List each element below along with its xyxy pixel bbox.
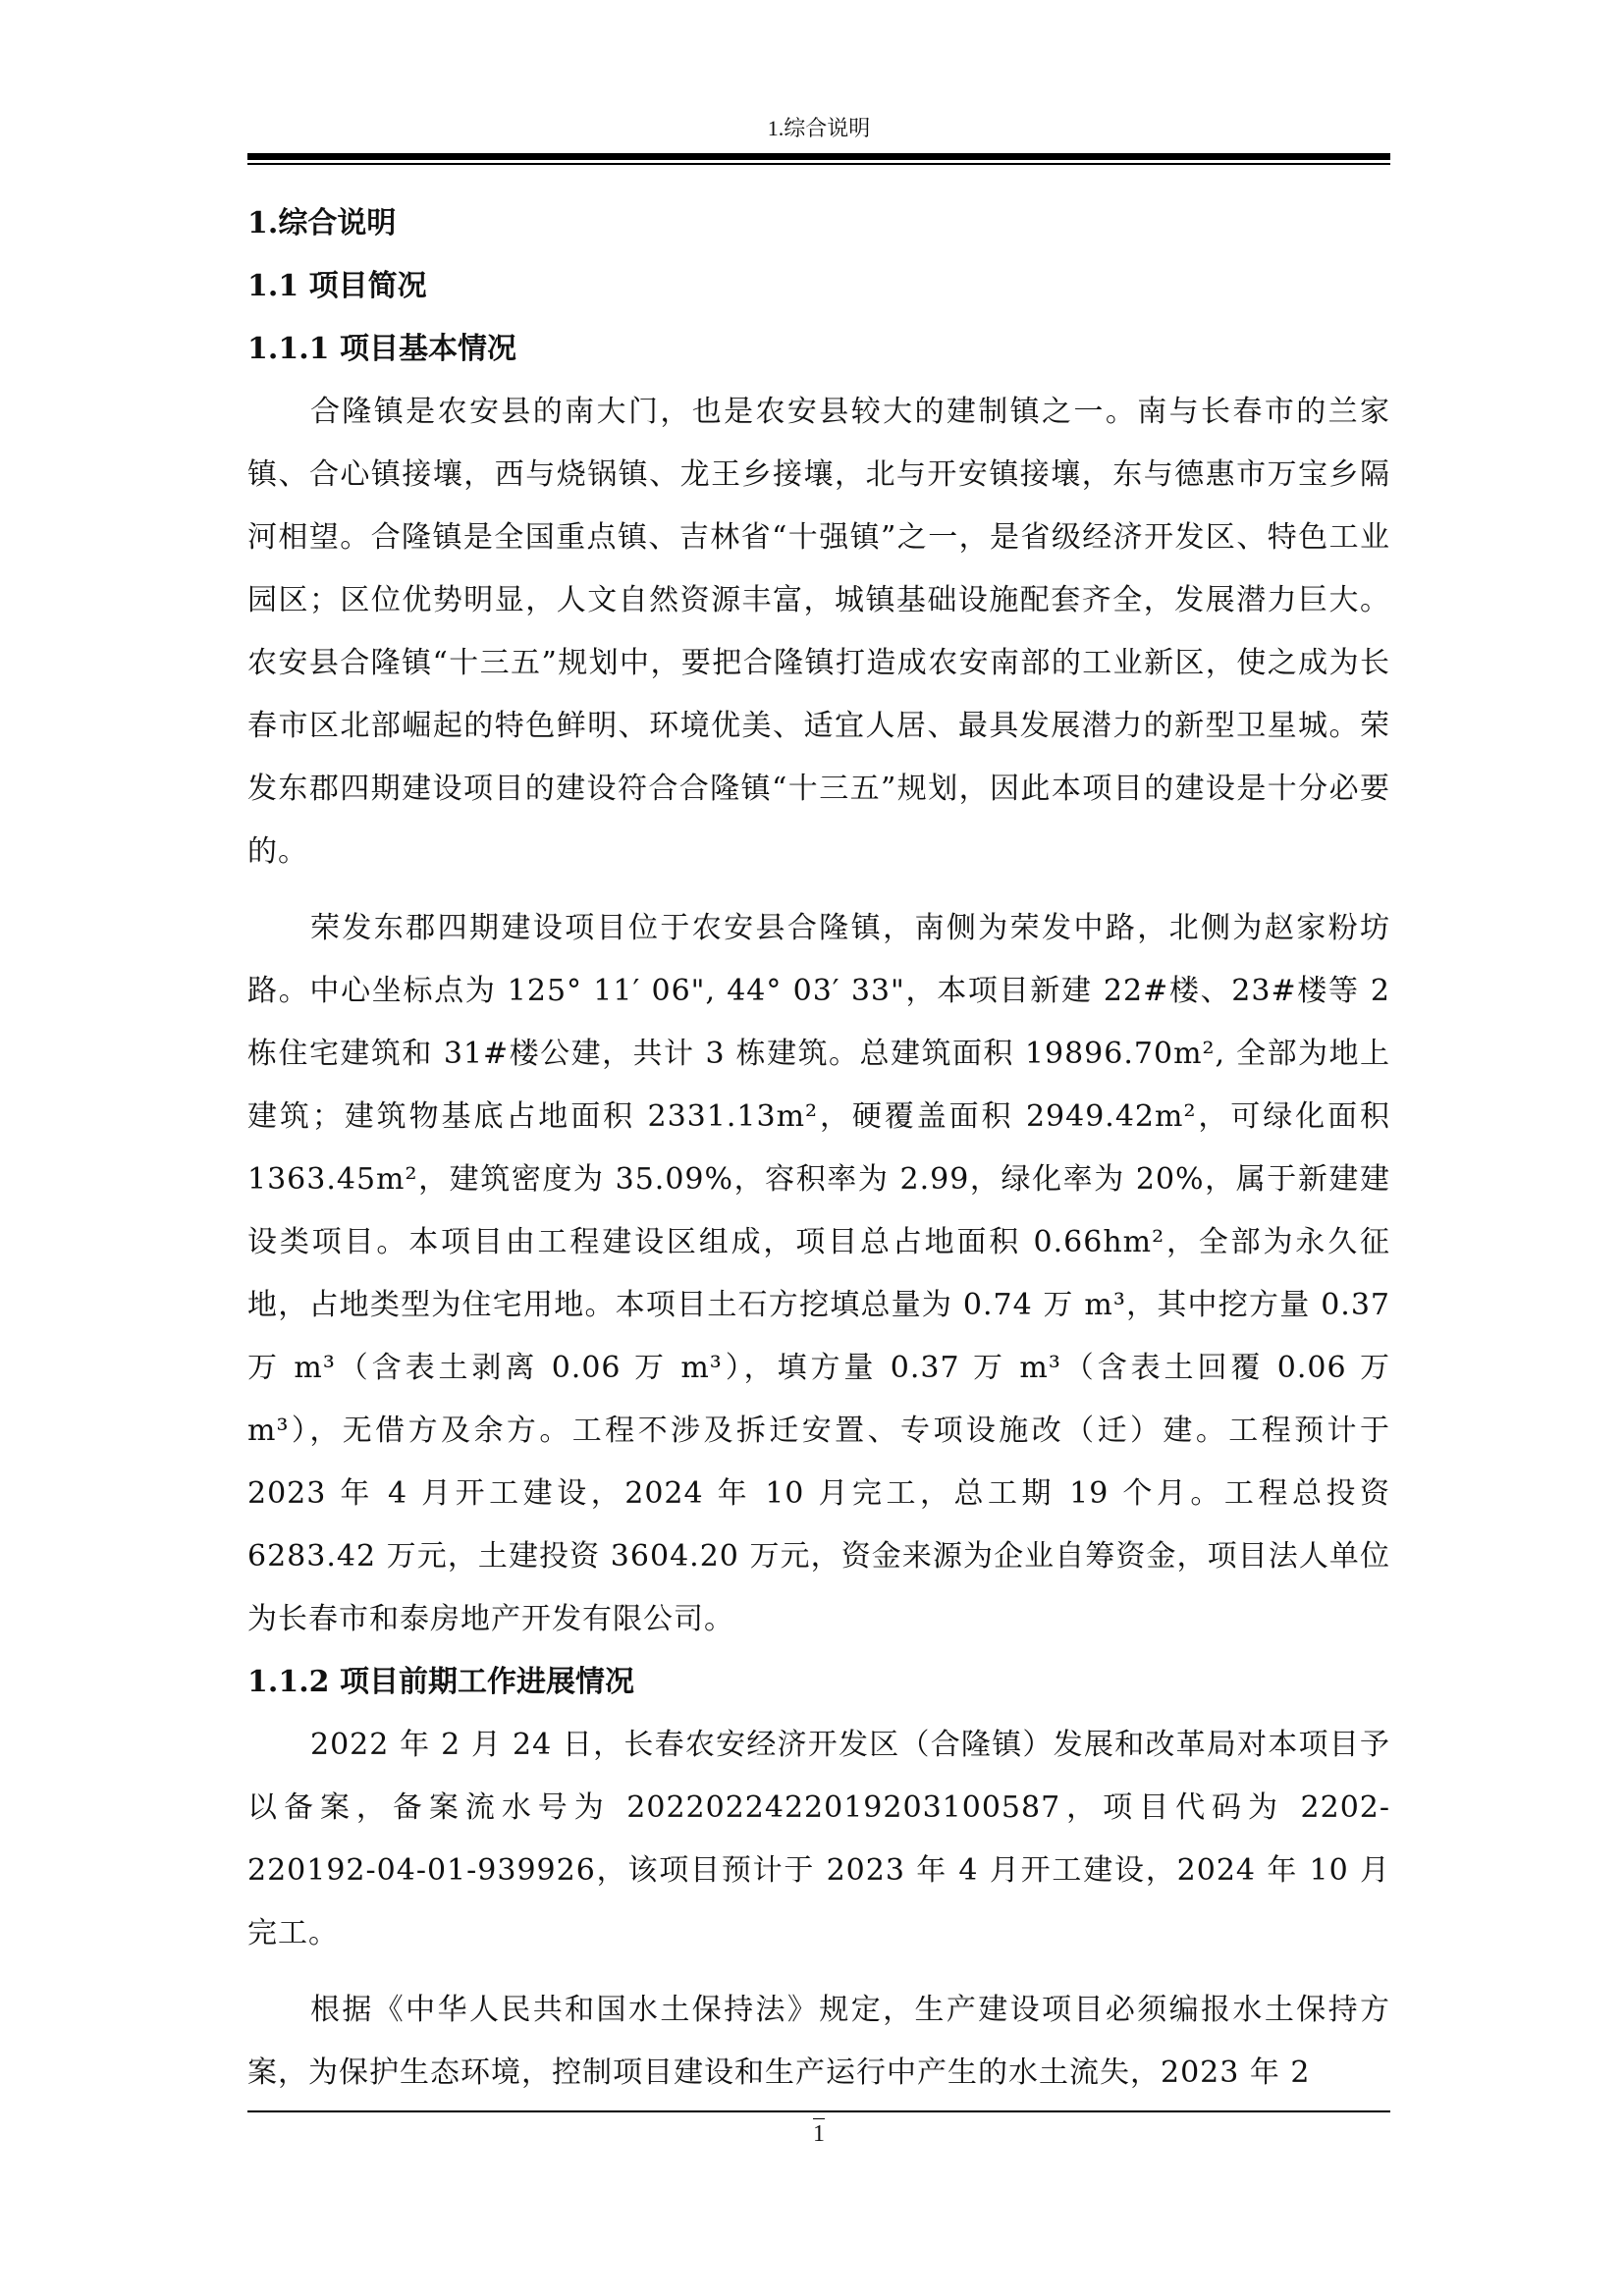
chapter-title: 1.综合说明 <box>247 206 397 240</box>
paragraph-project-details: 荣发东郡四期建设项目位于农安县合隆镇，南侧为荣发中路，北侧为赵家粉坊路。中心坐标点为 125° 11′ 06", 44° 03′ 33"，本项目新建 22#楼、23#楼等 2 栋住宅建筑和 31#楼公建，共计 3 栋建筑。总建筑面积 19896.70m², 全部为地上建筑；建筑物基底占地面积 2331.13m²，硬覆盖面积 2949.42m²，可绿化面积 1363.45m²，建筑密度为 35.09%，容积率为 2.99，绿化率为 20%，属于新建建设类项目。本项目由工程建设区组成，项目总占地面积 0.66hm²，全部为永久征地，占地类型为住宅用地。本项目土石方挖填总量为 0.74 万 m³，其中挖方量 0.37 万 m³（含表土剥离 0.06 万 m³），填方量 0.37 万 m³（含表土回覆 0.06 万 m³），无借方及余方。工程不涉及拆迁安置、专项设施改（迁）建。工程预计于 2023 年 4 月开工建设，2024 年 10 月完工，总工期 19 个月。工程总投资 6283.42 万元，土建投资 3604.20 万元，资金来源为企业自筹资金，项目法人单位为长春市和泰房地产开发有限公司。 <box>247 911 1390 1636</box>
section-title-1-1-1: 1.1.1 项目基本情况 <box>247 332 516 366</box>
footer-rule <box>247 2110 1390 2112</box>
paragraph-location-overview: 合隆镇是农安县的南大门，也是农安县较大的建制镇之一。南与长春市的兰家镇、合心镇接壤，西与烧锅镇、龙王乡接壤，北与开安镇接壤，东与德惠市万宝乡隔河相望。合隆镇是全国重点镇、吉林省“十强镇”之一，是省级经济开发区、特色工业园区；区位优势明显，人文自然资源丰富，城镇基础设施配套齐全，发展潜力巨大。农安县合隆镇“十三五”规划中，要把合隆镇打造成农安南部的工业新区，使之成为长春市区北部崛起的特色鲜明、环境优美、适宜人居、最具发展潜力的新型卫星城。荣发东郡四期建设项目的建设符合合隆镇“十三五”规划，因此本项目的建设是十分必要的。 <box>247 395 1390 869</box>
page-number-text: 1 <box>813 2118 825 2147</box>
section-title-1-1: 1.1 项目简况 <box>247 269 427 303</box>
page-number <box>247 2120 1390 2148</box>
section-title-1-1-2: 1.1.2 项目前期工作进展情况 <box>247 1665 634 1699</box>
header-rule-thin <box>247 163 1390 165</box>
document-body <box>247 192 1390 2105</box>
paragraph-legal-basis: 根据《中华人民共和国水土保持法》规定，生产建设项目必须编报水土保持方案，为保护生态环境，控制项目建设和生产运行中产生的水土流失，2023 年 2 <box>247 1993 1390 2090</box>
running-header: 1.综合说明 <box>767 116 871 140</box>
header-rule-thick <box>247 153 1390 160</box>
paragraph-filing-record: 2022 年 2 月 24 日，长春农安经济开发区（合隆镇）发展和改革局对本项目予以备案，备案流水号为 20220224220192031005​87，项目代码为 2202-220192-04-01-939926，该项目预计于 2023 年 4 月开工建设，2024 年 10 月完工。 <box>247 1728 1390 1950</box>
